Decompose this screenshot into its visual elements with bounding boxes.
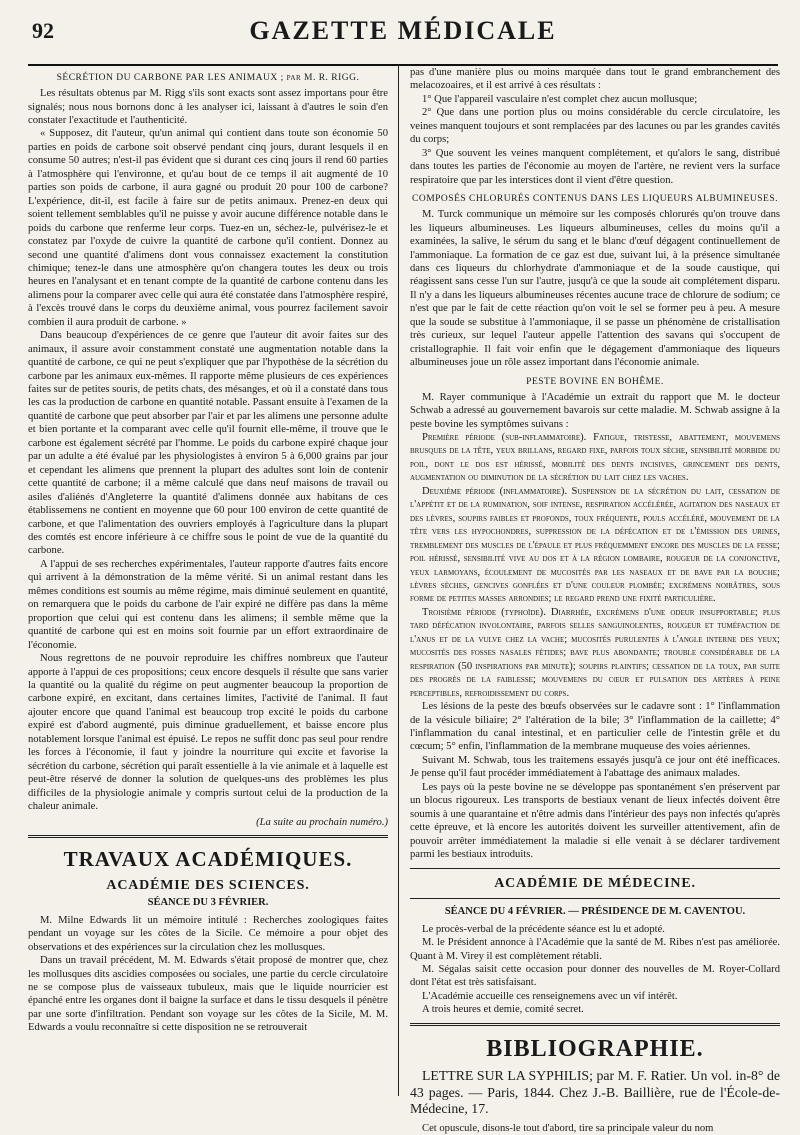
article-paragraph: Le procès-verbal de la précédente séance est lu et adopté. bbox=[422, 923, 665, 935]
article-paragraph: M. Ségalas saisit cette occasion pour donner des nouvelles de M. Royer-Collard dont l'état est très satisfaisant. bbox=[410, 963, 780, 989]
section-title-travaux: TRAVAUX ACADÉMIQUES. bbox=[63, 846, 353, 871]
academy-title-medecine: ACADÉMIE DE MÉDECINE. bbox=[494, 875, 696, 891]
article-paragraph: Les lésions de la peste des bœufs observées sur le cadavre sont : 1° l'inflammation de la vésicule biliaire; 2° l'altération de la bile; 3° l'inflammation de la caillette; 4° l'inflammation du canal intestinal, et en particulier celle de l'intestin grêle et du cœcum; 5° enfin, l'inflammation de la membrane muqueuse des voies aériennes. bbox=[410, 701, 780, 753]
article-paragraph: « Supposez, dit l'auteur, qu'un animal qui contient dans toute son économie 50 parties en poids de carbone soit observé pendant cinq jours, durant lesquels il en consume 50 autres; n'est-il pas évident que si durant ces cinq jours il rend 60 parties à l'atmosphère qui l'environne, et qu'au bout de ce temps il ait augmenté de 10 parties son poids de carbone, il aura gagné ou produit 20 pour 100 de carbone? L'expérience, dit-il, est facile à faire sur de petits animaux. Prenez-en deux qui soient tellement semblables qu'il ne puisse y avoir aucune différence notable dans le poids du carbone que renferme leur corps. Tuez-en un, séchez-le, pulvérisez-le et constatez par l'oxyde de cuivre la quantité de carbone qu'il contient. Donnez au second une quantité d'alimens dont vous connaissez exactement la constitution chimique; tenez-le dans une atmosphère qu'on changera toutes les deux ou trois heures en l'analysant et en tenant compte de la quantité de carbone contenu dans les alimens pour la comparer avec celle qui aura été constatée dans l'atmosphère respiré, à l'excès trouvé dans le corps du deuxième animal, vous pourrez facilement savoir combien il aura produit de carbone. » bbox=[28, 128, 388, 328]
result-item: 2° Que dans une portion plus ou moins considérable du cercle circulatoire, les veines manquent toujours et sont remplacées par des lacunes ou par les grandes cavités du corps; bbox=[410, 107, 780, 146]
page-number: 92 bbox=[32, 18, 54, 43]
session-title-3-feb: SÉANCE DU 3 FÉVRIER. bbox=[147, 897, 269, 909]
article-paragraph: M. Turck communique un mémoire sur les composés chlorurés qu'on trouve dans les liqueurs albumineuses. Les liqueurs albumineuses, celles du moins qu'il a examinées, la salive, le sérum du sang et le blanc d'œuf dégagent continuellement de l'ammoniaque. La formation de ce gaz est due, suivant lui, à la présence simultanée dans ces liqueurs du chlorhydrate d'ammoniaque et de la soude caustique, qui réagissent sans cesse l'un sur l'autre, jusqu'à ce que la soude ait complétement disparu. Il n'y a dans les liqueurs albumineuses récentes aucune trace de chlorure de sodium; ce n'est que par le fait de cette réaction qu'on voit le sel se former peu à peu. A mesure que la soude se substitue à l'ammoniaque, il se passe un phénomène de cristallisation très curieux, sur lequel l'auteur appelle l'attention des savans qui s'occupent de cristallographie. Il fait voir enfin que le dégagement d'ammoniaque des liqueurs albumineuses joue un rôle assez important dans l'économie animale. bbox=[410, 209, 780, 369]
book-reference: LETTRE SUR LA SYPHILIS; par M. F. Ratier. Un vol. in-8° de 43 pages. — Paris, 1844. Chez J.-B. Baillière, rue de l'École-de-Médecine, 17. bbox=[410, 1068, 780, 1117]
section-title-bibliographie: BIBLIOGRAPHIE. bbox=[486, 1035, 704, 1062]
article-title-rigg: SÉCRÉTION DU CARBONE PAR LES ANIMAUX ; par M. R. RIGG. bbox=[56, 73, 360, 83]
left-column bbox=[28, 66, 388, 1096]
period-paragraph: Première période (sub-inflammatoire). Fatigue, tristesse, abattement, mouvemens brusques de la tête, yeux brillans, regard fixe, parfois toux sèche, sensibilité morbide du poil, dont le dos est hérissé, mobilité des dents incisives, grincement des dents, augmentation ou diminution de la sécrétion du lait chez les vaches. bbox=[410, 432, 780, 484]
session-title-4-feb: SÉANCE DU 4 FÉVRIER. — PRÉSIDENCE DE M. CAVENTOU. bbox=[444, 906, 746, 918]
continuation-note: (La suite au prochain numéro.) bbox=[256, 816, 388, 828]
article-paragraph: M. Rayer communique à l'Académie un extrait du rapport que M. le docteur Schwab a adressé au gouvernement bavarois sur cette maladie. M. Schwab assigne à la peste bovine les symptômes suivans : bbox=[410, 391, 780, 430]
article-paragraph: A trois heures et demie, comité secret. bbox=[422, 1004, 584, 1016]
article-paragraph: Dans beaucoup d'expériences de ce genre que l'auteur dit avoir faites sur des animaux, il assure avoir constamment constaté une augmentation notable dans la quantité de carbone, ce qui ne peut s'expliquer que par l'hypothèse de la sécrétion du carbone par les animaux eux-mêmes. Il rapporte même plusieurs de ces expériences faites sur de petites souris, de petits chats, des mésanges, et où il a constaté dans tous les cas la production de carbone en quantité notable. Passant ensuite à l'examen de la quantité de carbone que peut absorber par l'air et par les alimens une personne adulte et bien portante et la comparant avec celle qu'il fournit elle-même, il trouve que le carbone est également sécrété par l'homme. Le poids du carbone expiré chaque jour par un adulte a été évalué par les physiologistes à environ 5 à 6,000 grains par jour et cependant les alimens que prennent la plupart des adultes sont loin de contenir cette quantité de carbone; il a même calculé que dans neuf maisons de travail ou asiles d'aliénés d'Angleterre la quantité d'alimens donnée aux habitans de ces établissemens ne contient en moyenne que 60 pour 100 environ de cette quantité de carbone, et que l'alimentation des ouvriers employés à l'agriculture dans la plupart des comtés est encore inférieure à ce chiffre sous le point de vue de la quantité du carbone. bbox=[28, 330, 388, 557]
article-paragraph: Dans un travail précédent, M. M. Edwards s'était proposé de montrer que, chez les mollusques dits ascidies composées ou sociales, une partie du cercle circulatoire ne se compose plus de vaisseaux tubuleux, mais que le liquide nourricier est épanché entre les organes dont il baigne la surface et dans le tissu desquels il pénètre par une sorte d'infiltration. Pendant son voyage sur les côtes de la Sicile, M. M. Edwards a voulu reconnaître si cette disposition ne se retrouverait bbox=[28, 955, 388, 1034]
article-paragraph: M. le Président annonce à l'Académie que la santé de M. Ribes n'est pas améliorée. Quant à M. Virey il est complètement rétabli. bbox=[410, 937, 780, 962]
article-paragraph: Suivant M. Schwab, tous les traitemens essayés jusqu'à ce jour ont été inefficaces. Je pense qu'il faut procéder immédiatement à l'abattage des animaux malades. bbox=[410, 754, 780, 780]
page-header bbox=[28, 14, 778, 66]
journal-title: GAZETTE MÉDICALE bbox=[249, 16, 557, 45]
period-paragraph: Troisième période (typhoïde). Diarrhée, excrémens d'une odeur insupportable; plus tard défécation involontaire, parfois selles sanguinolentes, rougeur et tuméfaction de l'anus et de la vulve chez la vache; mucosités purulentes à l'angle interne des yeux; mucosités des fosses nasales fétides; bave plus abondante; trouble considérable de la respiration (50 inspirations par minute); soupirs plaintifs; cessation de la toux, par suite des progrès de la faiblesse; mouvemens du cœur et pulsation des artères à peine perceptibles, refroidissement du corps. bbox=[410, 606, 780, 699]
section-divider bbox=[28, 835, 388, 838]
section-divider bbox=[410, 898, 780, 899]
section-divider bbox=[410, 868, 780, 869]
article-paragraph: Cet opuscule, disons-le tout d'abord, tire sa principale valeur du nom bbox=[422, 1122, 714, 1134]
article-paragraph: A l'appui de ses recherches expérimentales, l'auteur rapporte d'autres faits encore qui arrivent à la démonstration de la même vérité. Si un animal restant dans les mêmes conditions est soumis au même régime, mais diminué seulement en quantité, on remarquera que le poids du carbone de l'air expiré ne diffère pas dans la même proportion que celui qui est contenu dans les alimens; il semble même que la quantité de carbone qui est en moins soit fournie par un effort extraordinaire de l'économie. bbox=[28, 558, 388, 651]
result-item: 1° Que l'appareil vasculaire n'est complet chez aucun mollusque; bbox=[422, 93, 698, 105]
article-title-chlorures: COMPOSÉS CHLORURÉS CONTENUS DANS LES LIQUEURS ALBUMINEUSES. bbox=[412, 194, 778, 205]
article-title-peste: PESTE BOVINE EN BOHÊME. bbox=[526, 376, 664, 387]
period-paragraph: Deuxième période (inflammatoire). Suspension de la sécrétion du lait, cessation de l'appétit et de la rumination, soif intense, respiration accélérée, agitation des naseaux et des lèvres, soupirs faibles et profonds, toux fréquente, pouls accéléré, mouvement de la tête vers les hypochondres, suppression de la défécation et de l'émission des urines, tremblement des muscles de l'épaule et plus fréquemment encore des muscles de la fesse; poil hérissé, sensibilité vive au dos et à la région lombaire, rougeur de la conjonctive, yeux larmoyans, écoulement de mucosités par les naseaux et de bave par la bouche; lèvres sèches, gencives gonflées et d'une couleur plombée; excrémens noirâtres, sous forme de petites masses arrondies; le regard prend une fixité particulière. bbox=[410, 485, 780, 605]
article-paragraph: pas d'une manière plus ou moins marquée dans tout le grand embranchement des melacozoaires, et il est arrivé à ces résultats : bbox=[410, 67, 780, 92]
right-column bbox=[410, 66, 780, 1134]
article-paragraph: M. Milne Edwards lit un mémoire intitulé : Recherches zoologiques faites pendant un voyage sur les côtes de la Sicile. Ce mémoire a pour objet des observations et des expériences sur la circulation chez les mollusques. bbox=[28, 914, 388, 953]
academy-title-sciences: ACADÉMIE DES SCIENCES. bbox=[106, 877, 310, 893]
result-item: 3° Que souvent les veines manquent complétement, et qu'alors le sang, distribué dans toutes les parties de l'économie au moyen de l'artère, ne revient vers la surface respiratoire que par les interstices dont il vient d'être question. bbox=[410, 147, 780, 186]
article-paragraph: L'Académie accueille ces renseignemens avec un vif intérêt. bbox=[422, 990, 678, 1002]
article-paragraph: Nous regrettons de ne pouvoir reproduire les chiffres nombreux que l'auteur apporte à l'appui de ces propositions; ceux encore desquels il résulte que sans varier la quantité ou la qualité du régime on peut augmenter beaucoup la proportion de carbone expiré, en excitant, dans certaines limites, l'activité de l'animal. Il faut ajouter encore que quand l'animal est beaucoup trop excité le poids du carbone expiré est d'abord augmenté, puis diminue graduellement, et baisse encore plus notablement lorsque l'animal est épuisé. Le repos ne suffit donc pas seul pour rendre les forces à l'économie, il faut y joindre la nourriture qui excite et favorise la sécrétion du carbone, sécrétion qui paraît essentielle à la vie animale et à laquelle est peut-être réservé de donner la solution de quelques-uns des problèmes les plus difficiles de la physiologie animale y compris surtout celui de la production de la chaleur animale. bbox=[28, 653, 388, 813]
section-divider bbox=[410, 1023, 780, 1026]
column-divider bbox=[398, 66, 399, 1096]
article-paragraph: Les pays où la peste bovine ne se développe pas spontanément s'en préservent par un blocus rigoureux. Les transports de bestiaux venant de lieux infectés doivent être soumis à une quarantaine et n'être admis dans l'intérieur des pays non infectés qu'après cette épreuve, et là encore les autorités doivent les surveiller attentivement, afin de pouvoir arrêter immédiatement la maladie si elle venait à se déclarer tardivement parmi les bestiaux introduits. bbox=[410, 781, 780, 861]
article-paragraph: Les résultats obtenus par M. Rigg s'ils sont exacts sont assez importans pour être signalés; nous nous bornons donc à les analyser ici, laissant à d'autres le soin d'en constater l'exactitude et l'authenticité. bbox=[28, 88, 388, 126]
